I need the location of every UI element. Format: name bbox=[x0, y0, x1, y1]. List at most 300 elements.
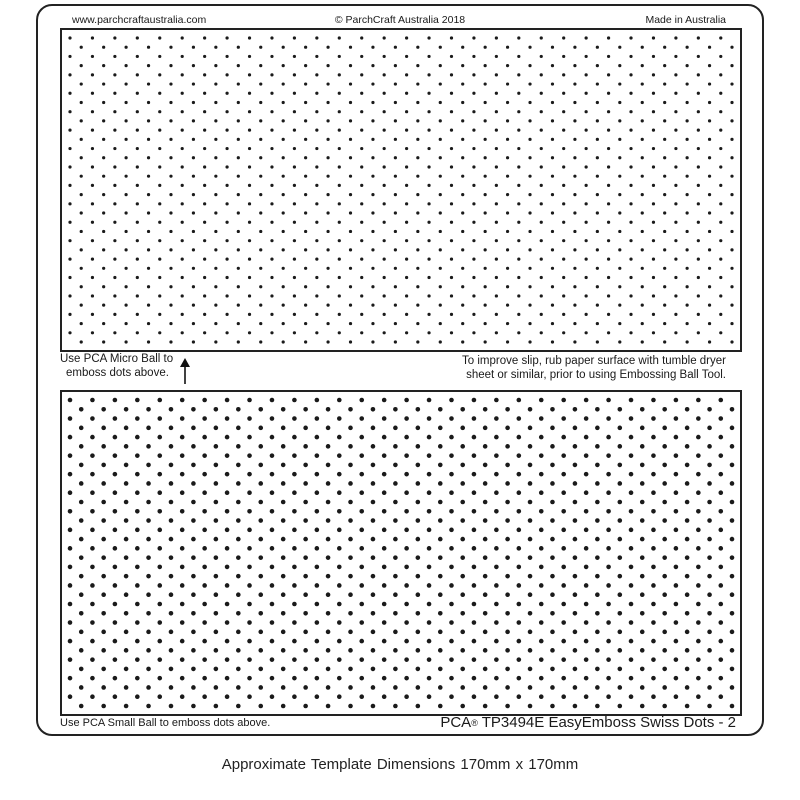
emboss-dot bbox=[169, 537, 174, 542]
emboss-dot bbox=[270, 165, 273, 168]
emboss-dot bbox=[629, 398, 634, 403]
emboss-dot bbox=[662, 592, 667, 597]
emboss-dot bbox=[484, 322, 487, 325]
emboss-dot bbox=[68, 435, 73, 440]
emboss-dot bbox=[371, 230, 374, 233]
emboss-dot bbox=[157, 639, 162, 644]
emboss-dot bbox=[135, 639, 140, 644]
emboss-dot bbox=[371, 611, 376, 616]
emboss-dot bbox=[685, 704, 690, 709]
emboss-dot bbox=[293, 239, 296, 242]
emboss-dot bbox=[674, 435, 679, 440]
emboss-dot bbox=[192, 267, 195, 270]
emboss-dot bbox=[517, 294, 520, 297]
emboss-dot bbox=[640, 463, 645, 468]
emboss-dot bbox=[248, 294, 251, 297]
emboss-dot bbox=[338, 147, 341, 150]
emboss-dot bbox=[540, 147, 543, 150]
emboss-dot bbox=[427, 202, 430, 205]
emboss-dot bbox=[685, 685, 690, 690]
emboss-dot bbox=[113, 472, 118, 477]
emboss-dot bbox=[697, 221, 700, 224]
emboss-dot bbox=[696, 472, 701, 477]
emboss-dot bbox=[80, 156, 83, 159]
emboss-dot bbox=[337, 602, 342, 607]
emboss-dot bbox=[292, 602, 297, 607]
emboss-dot bbox=[371, 426, 376, 431]
emboss-dot bbox=[394, 340, 397, 343]
emboss-dot bbox=[281, 704, 286, 709]
emboss-dot bbox=[585, 331, 588, 334]
emboss-dot bbox=[169, 156, 172, 159]
emboss-dot bbox=[719, 239, 722, 242]
emboss-dot bbox=[472, 331, 475, 334]
emboss-dot bbox=[158, 92, 161, 95]
emboss-dot bbox=[180, 416, 185, 421]
emboss-dot bbox=[494, 565, 499, 570]
emboss-dot bbox=[439, 285, 442, 288]
emboss-dot bbox=[192, 138, 195, 141]
emboss-dot bbox=[472, 36, 475, 39]
emboss-dot bbox=[596, 340, 599, 343]
emboss-dot bbox=[68, 509, 73, 514]
emboss-dot bbox=[394, 304, 397, 307]
emboss-dot bbox=[573, 322, 576, 325]
emboss-dot bbox=[281, 592, 286, 597]
emboss-dot bbox=[450, 73, 453, 76]
emboss-dot bbox=[472, 147, 475, 150]
emboss-dot bbox=[293, 92, 296, 95]
emboss-dot bbox=[606, 546, 611, 551]
emboss-dot bbox=[135, 657, 140, 662]
emboss-dot bbox=[102, 156, 105, 159]
emboss-dot bbox=[214, 175, 217, 178]
micro-ball-dot-panel bbox=[60, 28, 742, 352]
emboss-dot bbox=[629, 602, 634, 607]
emboss-dot bbox=[214, 119, 217, 122]
emboss-dot bbox=[686, 267, 689, 270]
emboss-dot bbox=[90, 398, 95, 403]
emboss-dot bbox=[326, 248, 329, 251]
emboss-dot bbox=[258, 407, 263, 412]
emboss-dot bbox=[348, 537, 353, 542]
emboss-dot bbox=[528, 407, 533, 412]
emboss-dot bbox=[293, 36, 296, 39]
emboss-dot bbox=[505, 426, 510, 431]
emboss-dot bbox=[124, 685, 129, 690]
emboss-dot bbox=[338, 184, 341, 187]
emboss-dot bbox=[528, 667, 533, 672]
emboss-dot bbox=[80, 248, 83, 251]
emboss-dot bbox=[359, 490, 364, 495]
emboss-dot bbox=[157, 694, 162, 699]
emboss-dot bbox=[236, 500, 241, 505]
emboss-dot bbox=[460, 537, 465, 542]
emboss-dot bbox=[663, 230, 666, 233]
emboss-dot bbox=[214, 500, 219, 505]
emboss-dot bbox=[337, 435, 342, 440]
emboss-dot bbox=[640, 481, 645, 486]
emboss-dot bbox=[146, 518, 151, 523]
emboss-dot bbox=[371, 481, 376, 486]
emboss-dot bbox=[696, 546, 701, 551]
emboss-dot bbox=[595, 611, 600, 616]
emboss-dot bbox=[315, 129, 318, 132]
emboss-dot bbox=[595, 407, 600, 412]
emboss-dot bbox=[101, 704, 106, 709]
emboss-dot bbox=[101, 481, 106, 486]
emboss-dot bbox=[483, 574, 488, 579]
emboss-dot bbox=[315, 221, 318, 224]
emboss-dot bbox=[68, 313, 71, 316]
emboss-dot bbox=[438, 444, 443, 449]
emboss-dot bbox=[102, 46, 105, 49]
emboss-dot bbox=[573, 211, 576, 214]
emboss-dot bbox=[416, 555, 421, 560]
emboss-dot bbox=[561, 583, 566, 588]
emboss-dot bbox=[573, 667, 578, 672]
emboss-dot bbox=[192, 248, 195, 251]
emboss-dot bbox=[663, 119, 666, 122]
emboss-dot bbox=[101, 574, 106, 579]
emboss-dot bbox=[181, 276, 184, 279]
emboss-dot bbox=[416, 630, 421, 635]
emboss-dot bbox=[460, 407, 465, 412]
emboss-dot bbox=[484, 138, 487, 141]
emboss-dot bbox=[348, 630, 353, 635]
emboss-dot bbox=[125, 193, 128, 196]
emboss-dot bbox=[348, 463, 353, 468]
emboss-dot bbox=[708, 248, 711, 251]
emboss-dot bbox=[584, 676, 589, 681]
emboss-dot bbox=[225, 313, 228, 316]
emboss-dot bbox=[169, 211, 172, 214]
emboss-dot bbox=[181, 165, 184, 168]
emboss-dot bbox=[315, 546, 320, 551]
emboss-dot bbox=[258, 574, 263, 579]
emboss-dot bbox=[394, 285, 397, 288]
emboss-dot bbox=[202, 583, 207, 588]
emboss-dot bbox=[483, 667, 488, 672]
emboss-dot bbox=[528, 648, 533, 653]
emboss-dot bbox=[113, 221, 116, 224]
emboss-dot bbox=[146, 555, 151, 560]
emboss-dot bbox=[136, 331, 139, 334]
emboss-dot bbox=[573, 555, 578, 560]
emboss-dot bbox=[494, 398, 499, 403]
emboss-dot bbox=[281, 500, 286, 505]
emboss-dot bbox=[214, 555, 219, 560]
emboss-dot bbox=[707, 704, 712, 709]
emboss-dot bbox=[326, 156, 329, 159]
emboss-dot bbox=[124, 592, 129, 597]
emboss-dot bbox=[607, 73, 610, 76]
emboss-dot bbox=[259, 230, 262, 233]
emboss-dot bbox=[495, 221, 498, 224]
emboss-dot bbox=[629, 639, 634, 644]
emboss-dot bbox=[338, 129, 341, 132]
emboss-dot bbox=[607, 221, 610, 224]
emboss-dot bbox=[237, 230, 240, 233]
emboss-dot bbox=[282, 175, 285, 178]
emboss-dot bbox=[404, 639, 409, 644]
emboss-dot bbox=[80, 64, 83, 67]
emboss-dot bbox=[641, 193, 644, 196]
emboss-dot bbox=[359, 639, 364, 644]
emboss-dot bbox=[641, 322, 644, 325]
emboss-dot bbox=[439, 64, 442, 67]
emboss-dot bbox=[135, 620, 140, 625]
emboss-dot bbox=[551, 248, 554, 251]
emboss-dot bbox=[124, 648, 129, 653]
emboss-dot bbox=[292, 528, 297, 533]
emboss-dot bbox=[338, 257, 341, 260]
emboss-dot bbox=[258, 426, 263, 431]
emboss-dot bbox=[315, 55, 318, 58]
emboss-dot bbox=[606, 472, 611, 477]
emboss-dot bbox=[292, 639, 297, 644]
emboss-dot bbox=[585, 184, 588, 187]
emboss-dot bbox=[438, 592, 443, 597]
emboss-dot bbox=[416, 611, 421, 616]
emboss-dot bbox=[169, 46, 172, 49]
emboss-dot bbox=[282, 101, 285, 104]
emboss-dot bbox=[348, 574, 353, 579]
emboss-dot bbox=[236, 481, 241, 486]
emboss-dot bbox=[585, 313, 588, 316]
emboss-dot bbox=[573, 82, 576, 85]
emboss-dot bbox=[101, 463, 106, 468]
emboss-dot bbox=[505, 518, 510, 523]
emboss-dot bbox=[438, 537, 443, 542]
emboss-dot bbox=[674, 257, 677, 260]
emboss-dot bbox=[360, 147, 363, 150]
emboss-dot bbox=[79, 667, 84, 672]
emboss-dot bbox=[517, 276, 520, 279]
emboss-dot bbox=[472, 528, 477, 533]
emboss-dot bbox=[180, 490, 185, 495]
emboss-dot bbox=[551, 211, 554, 214]
emboss-dot bbox=[405, 313, 408, 316]
emboss-dot bbox=[203, 331, 206, 334]
emboss-dot bbox=[136, 129, 139, 132]
emboss-dot bbox=[315, 313, 318, 316]
emboss-dot bbox=[595, 592, 600, 597]
emboss-dot bbox=[505, 537, 510, 542]
emboss-dot bbox=[495, 165, 498, 168]
emboss-dot bbox=[674, 565, 679, 570]
emboss-dot bbox=[573, 463, 578, 468]
emboss-dot bbox=[640, 518, 645, 523]
emboss-dot bbox=[405, 331, 408, 334]
emboss-dot bbox=[202, 490, 207, 495]
emboss-dot bbox=[236, 537, 241, 542]
emboss-dot bbox=[124, 426, 129, 431]
emboss-dot bbox=[449, 602, 454, 607]
emboss-dot bbox=[550, 611, 555, 616]
emboss-dot bbox=[247, 398, 252, 403]
emboss-dot bbox=[303, 574, 308, 579]
emboss-dot bbox=[225, 453, 230, 458]
emboss-dot bbox=[337, 565, 342, 570]
emboss-dot bbox=[663, 211, 666, 214]
emboss-dot bbox=[393, 444, 398, 449]
emboss-dot bbox=[607, 276, 610, 279]
emboss-dot bbox=[730, 611, 735, 616]
emboss-dot bbox=[292, 583, 297, 588]
emboss-dot bbox=[79, 481, 84, 486]
emboss-dot bbox=[394, 322, 397, 325]
emboss-dot bbox=[236, 611, 241, 616]
emboss-dot bbox=[214, 574, 219, 579]
emboss-dot bbox=[461, 267, 464, 270]
emboss-dot bbox=[506, 46, 509, 49]
emboss-dot bbox=[562, 331, 565, 334]
emboss-dot bbox=[416, 46, 419, 49]
emboss-dot bbox=[685, 537, 690, 542]
emboss-dot bbox=[237, 64, 240, 67]
emboss-dot bbox=[494, 546, 499, 551]
emboss-dot bbox=[270, 331, 273, 334]
emboss-dot bbox=[472, 221, 475, 224]
emboss-dot bbox=[697, 92, 700, 95]
emboss-dot bbox=[585, 36, 588, 39]
emboss-dot bbox=[697, 165, 700, 168]
emboss-dot bbox=[113, 657, 118, 662]
emboss-dot bbox=[439, 175, 442, 178]
emboss-dot bbox=[90, 602, 95, 607]
emboss-dot bbox=[315, 620, 320, 625]
emboss-dot bbox=[539, 657, 544, 662]
emboss-dot bbox=[359, 546, 364, 551]
emboss-dot bbox=[181, 202, 184, 205]
emboss-dot bbox=[730, 248, 733, 251]
emboss-dot bbox=[101, 611, 106, 616]
emboss-dot bbox=[662, 574, 667, 579]
emboss-dot bbox=[439, 119, 442, 122]
emboss-dot bbox=[237, 211, 240, 214]
emboss-dot bbox=[730, 426, 735, 431]
emboss-dot bbox=[696, 509, 701, 514]
emboss-dot bbox=[484, 304, 487, 307]
emboss-dot bbox=[337, 509, 342, 514]
emboss-dot bbox=[640, 444, 645, 449]
emboss-dot bbox=[383, 313, 386, 316]
emboss-dot bbox=[595, 574, 600, 579]
emboss-dot bbox=[517, 129, 520, 132]
emboss-dot bbox=[416, 304, 419, 307]
emboss-dot bbox=[102, 285, 105, 288]
emboss-dot bbox=[348, 444, 353, 449]
emboss-dot bbox=[113, 583, 118, 588]
emboss-dot bbox=[124, 611, 129, 616]
emboss-dot bbox=[472, 453, 477, 458]
emboss-dot bbox=[136, 92, 139, 95]
emboss-dot bbox=[652, 165, 655, 168]
emboss-dot bbox=[293, 165, 296, 168]
emboss-dot bbox=[719, 221, 722, 224]
emboss-dot bbox=[282, 156, 285, 159]
emboss-dot bbox=[472, 620, 477, 625]
emboss-dot bbox=[237, 193, 240, 196]
emboss-dot bbox=[528, 175, 531, 178]
emboss-dot bbox=[696, 657, 701, 662]
emboss-dot bbox=[495, 184, 498, 187]
emboss-dot bbox=[315, 294, 318, 297]
emboss-dot bbox=[607, 313, 610, 316]
emboss-dot bbox=[596, 82, 599, 85]
emboss-dot bbox=[225, 509, 230, 514]
emboss-dot bbox=[573, 285, 576, 288]
emboss-dot bbox=[383, 110, 386, 113]
emboss-dot bbox=[461, 64, 464, 67]
emboss-dot bbox=[472, 129, 475, 132]
emboss-dot bbox=[606, 416, 611, 421]
emboss-dot bbox=[80, 175, 83, 178]
emboss-dot bbox=[258, 500, 263, 505]
emboss-dot bbox=[439, 340, 442, 343]
emboss-dot bbox=[259, 285, 262, 288]
emboss-dot bbox=[585, 147, 588, 150]
emboss-dot bbox=[102, 101, 105, 104]
emboss-dot bbox=[641, 304, 644, 307]
emboss-dot bbox=[596, 230, 599, 233]
emboss-dot bbox=[303, 463, 308, 468]
small-ball-dot-panel bbox=[60, 390, 742, 716]
emboss-dot bbox=[562, 129, 565, 132]
emboss-dot bbox=[540, 276, 543, 279]
emboss-dot bbox=[718, 546, 723, 551]
emboss-dot bbox=[225, 416, 230, 421]
emboss-dot bbox=[293, 129, 296, 132]
emboss-dot bbox=[427, 676, 432, 681]
slip-tip-line2: sheet or similar, prior to using Embossing Ball Tool. bbox=[466, 369, 726, 381]
emboss-dot bbox=[169, 82, 172, 85]
emboss-dot bbox=[259, 82, 262, 85]
emboss-dot bbox=[349, 211, 352, 214]
emboss-dot bbox=[359, 657, 364, 662]
emboss-dot bbox=[416, 537, 421, 542]
emboss-dot bbox=[191, 500, 196, 505]
emboss-dot bbox=[517, 676, 522, 681]
emboss-dot bbox=[708, 138, 711, 141]
emboss-dot bbox=[618, 481, 623, 486]
emboss-dot bbox=[338, 276, 341, 279]
emboss-dot bbox=[719, 202, 722, 205]
emboss-dot bbox=[652, 36, 655, 39]
emboss-dot bbox=[674, 694, 679, 699]
emboss-dot bbox=[551, 322, 554, 325]
emboss-dot bbox=[181, 184, 184, 187]
emboss-dot bbox=[651, 398, 656, 403]
emboss-dot bbox=[573, 426, 578, 431]
emboss-dot bbox=[191, 667, 196, 672]
emboss-dot bbox=[349, 64, 352, 67]
emboss-dot bbox=[282, 248, 285, 251]
emboss-dot bbox=[315, 36, 318, 39]
emboss-dot bbox=[494, 657, 499, 662]
emboss-dot bbox=[449, 583, 454, 588]
emboss-dot bbox=[225, 620, 230, 625]
emboss-dot bbox=[91, 331, 94, 334]
emboss-dot bbox=[697, 129, 700, 132]
emboss-dot bbox=[68, 676, 73, 681]
emboss-dot bbox=[595, 537, 600, 542]
emboss-dot bbox=[338, 331, 341, 334]
emboss-dot bbox=[382, 620, 387, 625]
emboss-dot bbox=[303, 444, 308, 449]
emboss-dot bbox=[293, 276, 296, 279]
